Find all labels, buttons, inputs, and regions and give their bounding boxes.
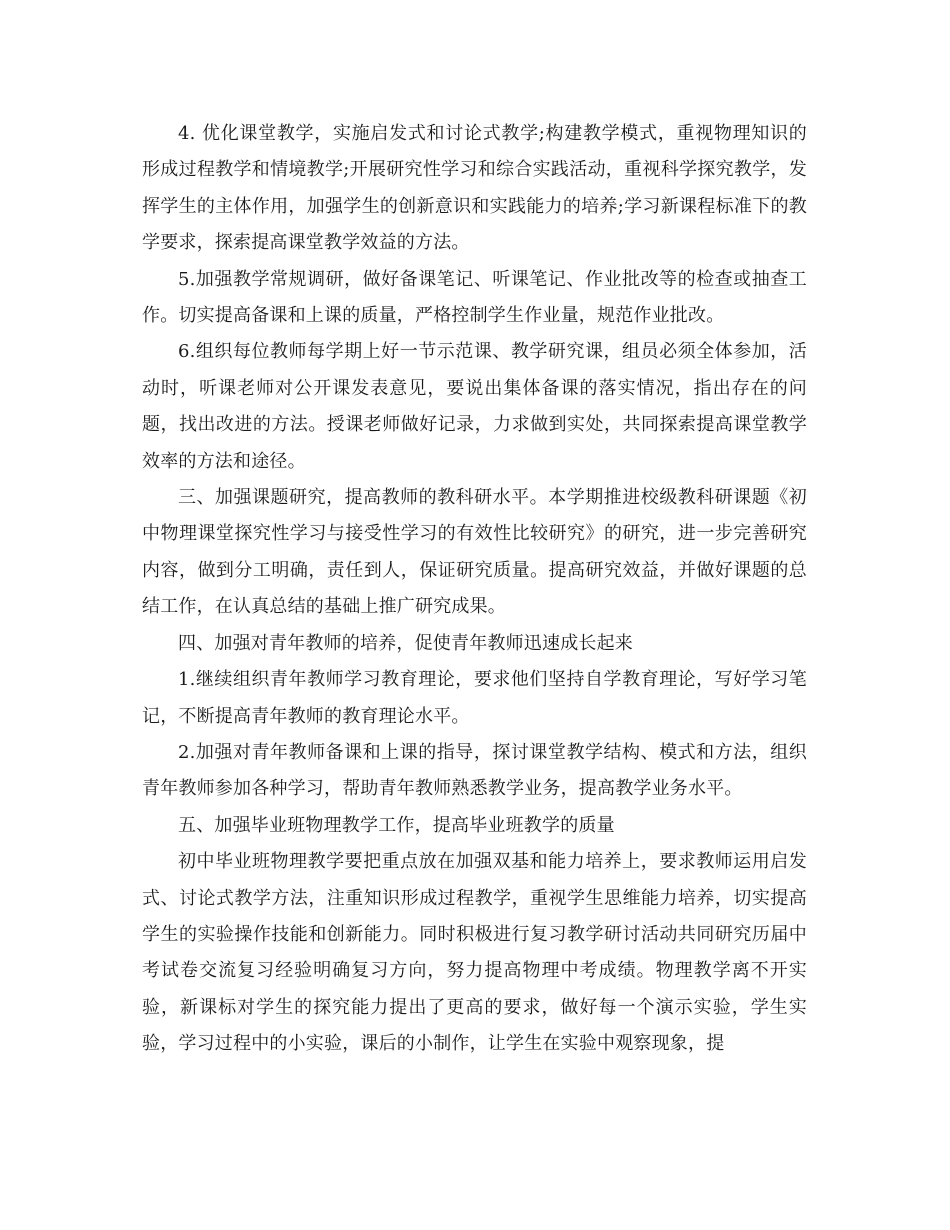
- paragraph-graduating-class-teaching: 初中毕业班物理教学要把重点放在加强双基和能力培养上，要求教师运用启发式、讨论式教学方法，注重知识形成过程教学，重视学生思维能力培养，切实提高学生的实验操作技能和创新能力。同时积极进行复习教学研讨活动共同研究历届中考试卷交流复习经验明确复习方向，努力提高物理中考成绩。物理教学离不开实验，新课标对学生的探究能力提出了更高的要求，做好每一个演示实验，学生实验，学习过程中的小实验，课后的小制作，让学生在实验中观察现象，提: [142, 851, 807, 1055]
- section-heading-3-research: 三、加强课题研究，提高教师的教科研水平。本学期推进校级教科研课题《初中物理课堂探究性学习与接受性学习的有效性比较研究》的研究，进一步完善研究内容，做到分工明确，责任到人，保证研究质量。提高研究效益，并做好课题的总结工作，在认真总结的基础上推广研究成果。: [142, 487, 807, 618]
- paragraph-item-6-demo-lessons: 6.组织每位教师每学期上好一节示范课、教学研究课，组员必须全体参加，活动时，听课老师对公开课发表意见，要说出集体备课的落实情况，指出存在的问题，找出改进的方法。授课老师做好记录，力求做到实处，共同探索提高课堂教学效率的方法和途径。: [142, 341, 807, 472]
- paragraph-item-1-theory-study: 1.继续组织青年教师学习教育理论，要求他们坚持自学教育理论，写好学习笔记，不断提高青年教师的教育理论水平。: [142, 669, 807, 727]
- paragraph-item-4-classroom-teaching: 4. 优化课堂教学，实施启发式和讨论式教学;构建教学模式，重视物理知识的形成过程教学和情境教学;开展研究性学习和综合实践活动，重视科学探究教学，发挥学生的主体作用，加强学生的创新意识和实践能力的培养;学习新课程标准下的教学要求，探索提高课堂教学效益的方法。: [142, 123, 807, 254]
- section-heading-5-graduating-class: 五、加强毕业班物理教学工作，提高毕业班教学的质量: [178, 814, 615, 836]
- paragraph-item-2-lesson-guidance: 2.加强对青年教师备课和上课的指导，探讨课堂教学结构、模式和方法，组织青年教师参加各种学习，帮助青年教师熟悉教学业务，提高教学业务水平。: [142, 741, 807, 800]
- document-body: [142, 116, 807, 1063]
- paragraph-item-5-teaching-routine: 5.加强教学常规调研，做好备课笔记、听课笔记、作业批改等的检查或抽查工作。切实提高备课和上课的质量，严格控制学生作业量，规范作业批改。: [142, 268, 807, 327]
- section-heading-4-young-teachers: 四、加强对青年教师的培养，促使青年教师迅速成长起来: [178, 632, 633, 654]
